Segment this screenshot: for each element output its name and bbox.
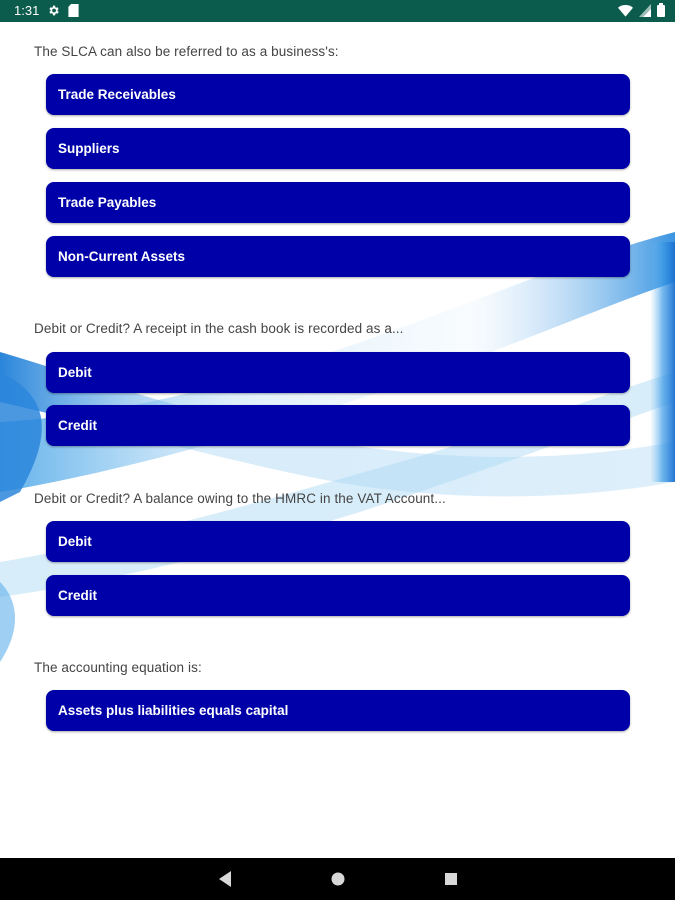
question-3-text: Debit or Credit? A balance owing to the HMRC in the VAT Account... xyxy=(34,491,446,506)
home-icon[interactable] xyxy=(330,870,346,893)
question-1-text: The SLCA can also be referred to as a business's: xyxy=(34,44,339,59)
signal-icon xyxy=(639,4,651,17)
answer-non-current-assets-button[interactable]: Non-Current Assets xyxy=(46,236,630,277)
answer-debit-button[interactable]: Debit xyxy=(46,352,630,393)
quiz-screen[interactable] xyxy=(0,22,675,718)
status-time: 1:31 xyxy=(14,3,40,18)
answer-debit-button[interactable]: Debit xyxy=(46,521,630,562)
answer-trade-receivables-button[interactable]: Trade Receivables xyxy=(46,74,630,115)
question-4-text: The accounting equation is: xyxy=(34,660,202,675)
question-2-text: Debit or Credit? A receipt in the cash book is recorded as a... xyxy=(34,321,404,336)
answer-trade-payables-button[interactable]: Trade Payables xyxy=(46,182,630,223)
sd-card-icon xyxy=(68,4,79,17)
status-left xyxy=(14,3,79,18)
recents-icon[interactable] xyxy=(443,870,459,893)
back-icon[interactable] xyxy=(217,870,233,893)
status-bar xyxy=(0,0,675,22)
gear-icon xyxy=(47,4,60,17)
battery-icon xyxy=(657,3,665,17)
answer-credit-button[interactable]: Credit xyxy=(46,405,630,446)
answer-suppliers-button[interactable]: Suppliers xyxy=(46,128,630,169)
answer-accounting-equation-button[interactable]: Assets plus liabilities equals capital xyxy=(46,690,630,731)
answer-credit-button[interactable]: Credit xyxy=(46,575,630,616)
wifi-icon xyxy=(618,4,633,17)
status-right xyxy=(618,3,665,17)
navigation-bar xyxy=(0,858,675,900)
